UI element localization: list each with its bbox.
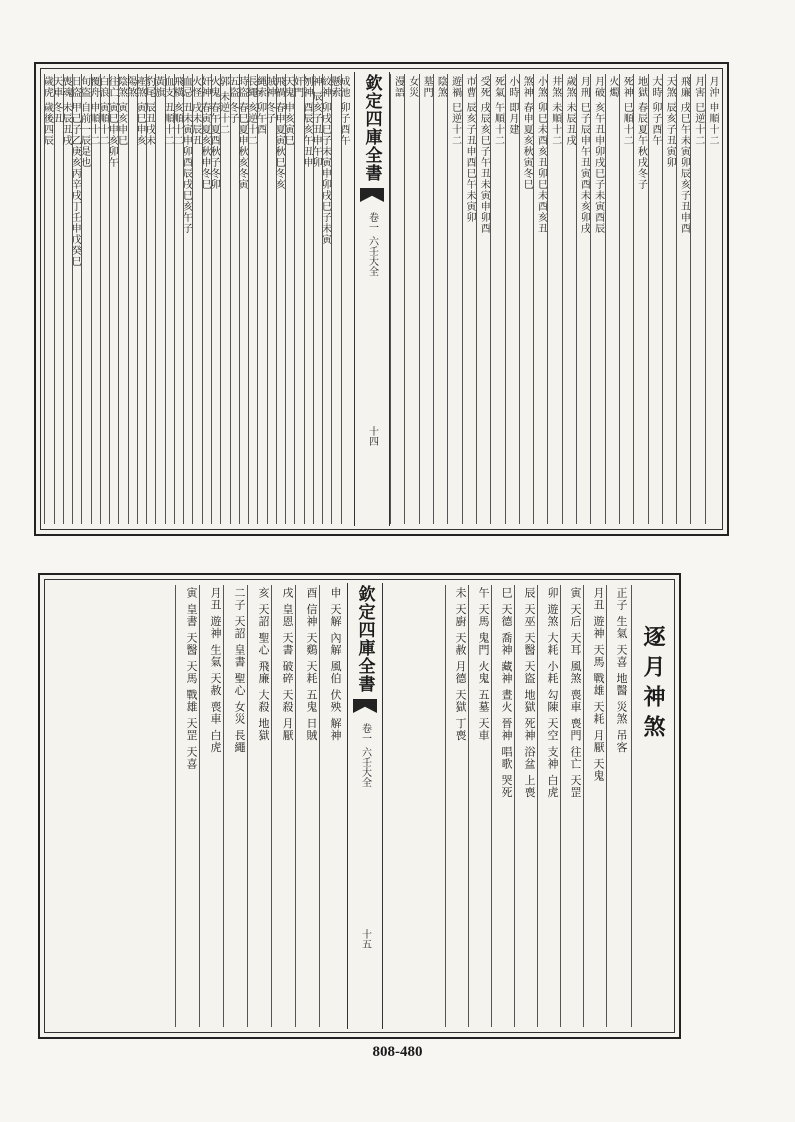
text-column: 死神 巳順十二 xyxy=(619,74,633,524)
text-column: 正子 生氣 天喜 地醫 災煞 吊客 xyxy=(606,585,629,1027)
text-column: 喪魂 未辰丑戌 xyxy=(63,74,72,524)
text-column: 刎神 酉辰亥午丑申 xyxy=(304,74,313,524)
text-column: 戌 皇恩 天書 破碎 天殺 月厭 xyxy=(271,585,295,1027)
text-column: 奸門 xyxy=(294,74,303,524)
text-column: 寅 皇書 天醫 天馬 戰雄 天罡 天喜 xyxy=(175,585,199,1027)
text-column: 小煞 卯巳未酉亥丑卯巳未酉亥丑 xyxy=(533,74,547,524)
text-column: 月沖 申順十二 xyxy=(705,74,719,524)
text-column: 寅 天后 天耳 風煞 喪車 喪門 往亡 天罡 xyxy=(560,585,583,1027)
text-column: 火怪 戌未辰丑 xyxy=(192,74,201,524)
text-column: 長繩 亥逆十二 xyxy=(248,74,257,524)
text-column: 天鬼 申亥寅巳 xyxy=(285,74,294,524)
text-column: 月破 亥午丑申卯戌巳子未寅酉辰 xyxy=(590,74,604,524)
text-column: 墓門 xyxy=(419,74,433,524)
text-column: 天煞 辰亥子丑寅卯 xyxy=(662,74,676,524)
text-column: 縄索 卯午酉 xyxy=(257,74,266,524)
text-column: 陰煞 寅亥申巳 xyxy=(118,74,127,524)
text-column: 白浪 寅順十二 xyxy=(100,74,109,524)
upper-page xyxy=(34,62,729,536)
text-column: 午 天馬 鬼門 火鬼 五墓 天車 xyxy=(468,585,491,1027)
text-column: 歲煞 未辰丑戌 xyxy=(562,74,576,524)
text-column: 辰 天巫 天醫 天盜 地獄 死神 浴盆 上喪 xyxy=(514,585,537,1027)
text-column: 遊禍 巳逆十二 xyxy=(447,74,461,524)
spine-volume: 卷一 xyxy=(359,723,371,743)
lower-right-text-block xyxy=(383,585,629,1027)
text-column: 火燭 xyxy=(605,74,619,524)
upper-spine xyxy=(354,72,390,526)
text-column: 煞神 春申夏亥秋寅冬巳 xyxy=(519,74,533,524)
text-column: 月刑 巳子辰申午丑寅酉未亥卯戌 xyxy=(576,74,590,524)
text-column: 血支 丑順十二 xyxy=(165,74,174,524)
text-column: 受死 戌辰亥巳子午丑未寅申卯酉 xyxy=(476,74,490,524)
text-column: 覆舟 申順十二 xyxy=(91,74,100,524)
spine-title: 欽定四庫全書 xyxy=(354,585,375,693)
text-column: 飛廉 戌巳午未寅卯辰亥子丑申酉 xyxy=(676,74,690,524)
section-heading: 逐月神煞 xyxy=(631,585,669,1027)
fishtail-mark-icon xyxy=(353,699,377,713)
text-column: 火鬼 春午夏酉秋子冬卯 xyxy=(211,74,220,524)
text-column: 二子 天詔 皇書 聖心 女災 長繩 xyxy=(223,585,247,1027)
text-column: 賊神 冬子 xyxy=(267,74,276,524)
text-column: 大時 卯子酉午 xyxy=(648,74,662,524)
lower-page xyxy=(38,573,681,1039)
text-column: 未 天廚 天赦 月德 天獄 丁喪 xyxy=(445,585,468,1027)
spine-volume: 卷一 xyxy=(366,212,378,232)
text-column: 旬盜 自前一辰是也 xyxy=(81,74,90,524)
text-column: 巳 天德 喬神 藏神 晝火 晉神 唱歌 哭死 xyxy=(491,585,514,1027)
text-column: 月丑 遊神 天馬 戰雄 天耗 月厭 天鬼 xyxy=(583,585,606,1027)
text-column: 女災 xyxy=(404,74,418,524)
text-column: 懸索 xyxy=(331,74,340,524)
text-column: 成池 卯子酉午 xyxy=(341,74,350,524)
text-column: 酉 信神 天鷄 天耗 五鬼 日賊 xyxy=(295,585,319,1027)
lower-left-text-block xyxy=(48,585,343,1027)
text-column: 黃旗 xyxy=(155,74,164,524)
text-column: 地獄 春辰夏午秋戌冬子 xyxy=(633,74,647,524)
text-column: 神 辰亥子丑申午卯 xyxy=(313,74,322,524)
page-number: 808-480 xyxy=(372,1044,423,1060)
text-column: 往亡 寅巳申亥卯午 xyxy=(109,74,118,524)
text-column: 卯 遊煞 大耗 小耗 勾陳 天空 支神 白虎 xyxy=(537,585,560,1027)
text-column: 血忌 丑未寅申卯酉辰戌巳亥午子 xyxy=(183,74,192,524)
text-column: 月丑 遊神 生氣 天赦 喪車 白虎 xyxy=(199,585,223,1027)
text-column: 死氣 午順十二 xyxy=(490,74,504,524)
text-column: 井煞 未順十二 xyxy=(547,74,561,524)
upper-right-text-block xyxy=(390,74,719,524)
text-column: 歲虎 歲後四辰 xyxy=(44,74,53,524)
spine-book-title: 六壬大全 xyxy=(366,236,378,276)
text-column: 五盜 冬子 xyxy=(230,74,239,524)
spine-page-number: 十四 xyxy=(366,426,378,446)
spine-page-number: 十五 xyxy=(359,929,371,949)
text-column: 豹尾 辰丑戌未 xyxy=(146,74,155,524)
text-column: 申 天解 內解 風伯 伏殃 解神 xyxy=(319,585,343,1027)
fishtail-mark-icon xyxy=(360,188,384,202)
text-column: 奸神 春寅夏亥秋申冬巳 xyxy=(202,74,211,524)
upper-left-text-block xyxy=(41,74,350,524)
spine-title: 欽定四庫全書 xyxy=(361,74,382,182)
text-column: 天車 冬丑 xyxy=(54,74,63,524)
text-column: 漫語 xyxy=(390,74,404,524)
text-column: 飛橫 亥順十二 xyxy=(174,74,183,524)
text-column: 亥 天詔 聖心 飛廉 大殺 地獄 xyxy=(247,585,271,1027)
spine-book-title: 六壬大全 xyxy=(359,747,371,787)
text-column: 小時 即月建 xyxy=(505,74,519,524)
text-column: 市曹 辰亥子丑申酉巳午未寅卯 xyxy=(462,74,476,524)
text-column: 日盜 甲己子乙庚亥丙辛戌丁壬申戊癸巳 xyxy=(72,74,81,524)
text-column: 絞神 卯戌巳子未寅申卯戌巳子未寅 xyxy=(322,74,331,524)
text-column: 郭 未逆十二 xyxy=(220,74,229,524)
text-column: 產煞 寅巳申亥 xyxy=(137,74,146,524)
text-column: 陽煞 xyxy=(128,74,137,524)
text-column: 飛禍 春申夏寅秋巳冬亥 xyxy=(276,74,285,524)
lower-spine xyxy=(347,583,383,1029)
text-column: 陰煞 xyxy=(433,74,447,524)
text-column: 時盜 春巳夏申秋亥冬寅 xyxy=(239,74,248,524)
text-column: 月害 巳逆十二 xyxy=(690,74,704,524)
